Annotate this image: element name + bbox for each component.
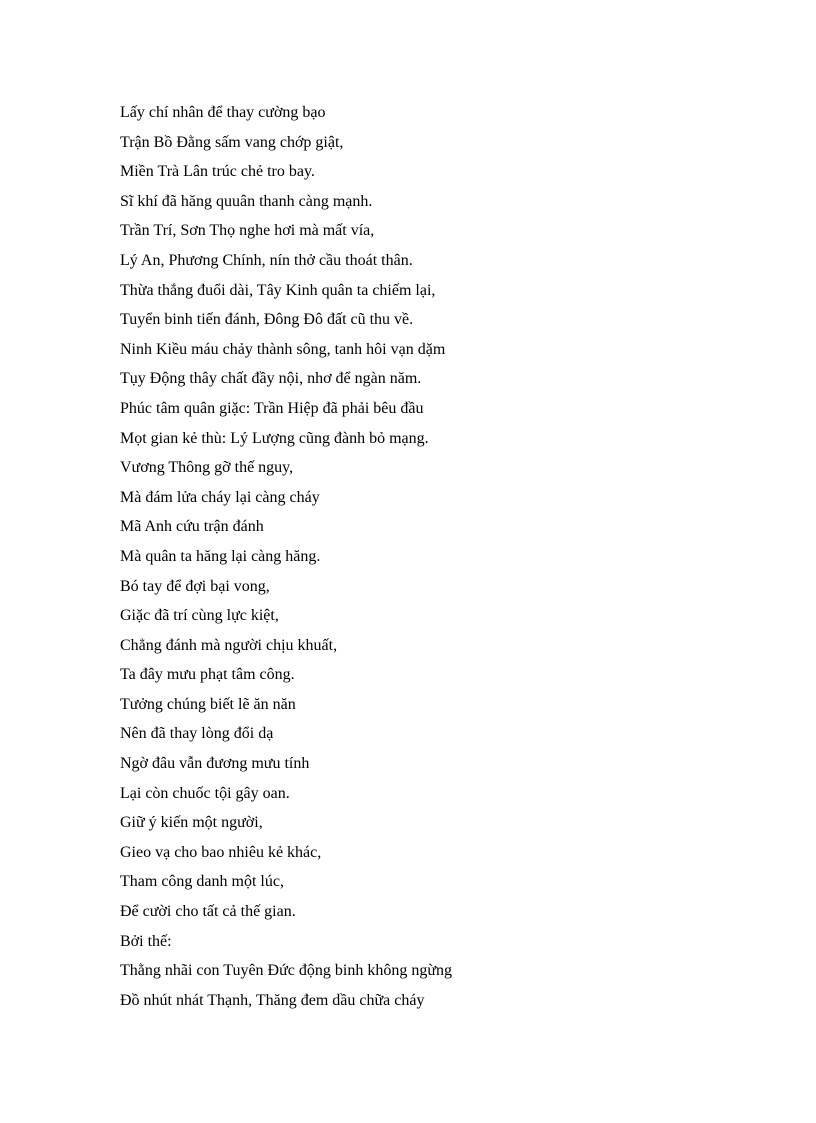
poem-line: Đồ nhút nhát Thạnh, Thăng đem dầu chữa cháy xyxy=(120,991,425,1009)
poem-line: Vương Thông gỡ thế nguy, xyxy=(120,459,294,477)
poem-line: Mọt gian kẻ thù: Lý Lượng cũng đành bỏ mạng. xyxy=(120,429,429,447)
poem-line: Để cười cho tất cả thế gian. xyxy=(120,903,296,921)
poem-line: Mà đám lửa cháy lại càng cháy xyxy=(120,488,320,506)
poem-line: Gieo vạ cho bao nhiêu kẻ khác, xyxy=(120,843,322,861)
poem-line: Nên đã thay lòng đổi dạ xyxy=(120,725,274,743)
poem-line: Ngờ đâu vẫn đương mưu tính xyxy=(120,755,310,773)
poem-line: Tham công danh một lúc, xyxy=(120,873,284,891)
poem-line: Tưởng chúng biết lẽ ăn năn xyxy=(120,695,296,713)
poem-line: Tuyển binh tiến đánh, Đông Đô đất cũ thu về. xyxy=(120,311,414,329)
poem-line: Bởi thế: xyxy=(120,932,172,950)
poem-line: Giữ ý kiến một người, xyxy=(120,814,263,832)
poem-line: Thừa thắng đuổi dài, Tây Kinh quân ta chiếm lại, xyxy=(120,281,436,299)
poem-line: Bó tay để đợi bại vong, xyxy=(120,577,270,595)
poem-line: Sĩ khí đã hăng quuân thanh càng mạnh. xyxy=(120,192,373,210)
poem-line: Trần Trí, Sơn Thọ nghe hơi mà mất vía, xyxy=(120,222,375,240)
poem-line: Lý An, Phương Chính, nín thở cầu thoát thân. xyxy=(120,251,413,269)
poem-line: Thằng nhãi con Tuyên Đức động binh không ngừng xyxy=(120,962,452,980)
poem-line: Mã Anh cứu trận đánh xyxy=(120,518,264,536)
poem-text xyxy=(120,98,452,1015)
poem-line: Phúc tâm quân giặc: Trần Hiệp đã phải bêu đầu xyxy=(120,399,424,417)
poem-line: Giặc đã trí cùng lực kiệt, xyxy=(120,607,279,625)
poem-line: Ninh Kiều máu chảy thành sông, tanh hôi vạn dặm xyxy=(120,340,446,358)
poem-line: Chẳng đánh mà người chịu khuất, xyxy=(120,636,338,654)
poem-line: Ta đây mưu phạt tâm công. xyxy=(120,666,295,684)
poem-line: Trận Bồ Đằng sấm vang chớp giật, xyxy=(120,133,344,151)
poem-line: Miền Trà Lân trúc chẻ tro bay. xyxy=(120,163,315,181)
poem-line: Mà quân ta hăng lại càng hăng. xyxy=(120,547,321,565)
poem-line: Tụy Động thây chất đầy nội, nhơ để ngàn năm. xyxy=(120,370,422,388)
poem-line: Lấy chí nhân để thay cường bạo xyxy=(120,104,326,121)
poem-line: Lại còn chuốc tội gây oan. xyxy=(120,784,290,802)
